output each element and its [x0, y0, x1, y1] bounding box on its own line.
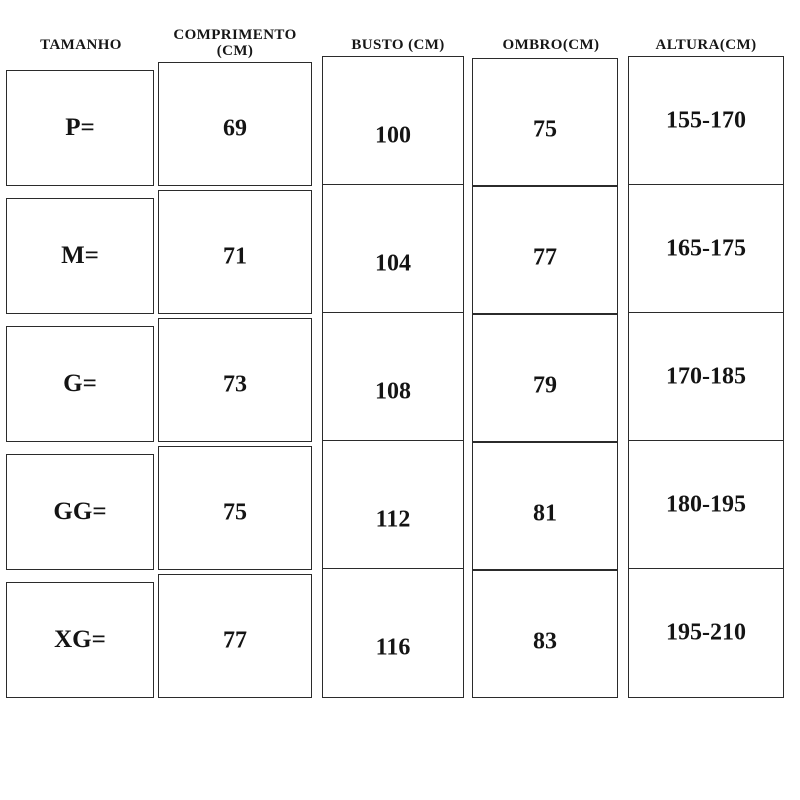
column-header-ombro: OMBRO(CM): [502, 37, 600, 53]
table-cell-comprimento: 77: [158, 574, 312, 698]
table-cell-busto: 100: [322, 56, 464, 186]
table-cell-ombro: 79: [472, 314, 618, 442]
table-cell-ombro: 77: [472, 186, 618, 314]
column-header-comprimento-line1: COMPRIMENTO: [173, 27, 297, 43]
table-cell-comprimento: 71: [158, 190, 312, 314]
table-cell-busto: 116: [322, 568, 464, 698]
table-cell-comprimento: 75: [158, 446, 312, 570]
table-cell-ombro: 83: [472, 570, 618, 698]
table-cell-comprimento: 69: [158, 62, 312, 186]
table-cell-ombro: 81: [472, 442, 618, 570]
column-header-altura: ALTURA(CM): [655, 37, 757, 53]
table-cell-altura: 180-195: [628, 440, 784, 570]
column-header-busto: BUSTO (CM): [351, 37, 445, 53]
table-cell-size: P=: [6, 70, 154, 186]
table-cell-busto: 104: [322, 184, 464, 314]
table-cell-size: XG=: [6, 582, 154, 698]
table-cell-ombro: 75: [472, 58, 618, 186]
table-cell-altura: 155-170: [628, 56, 784, 186]
column-header-tamanho: TAMANHO: [40, 37, 122, 53]
table-cell-busto: 112: [322, 440, 464, 570]
table-cell-size: G=: [6, 326, 154, 442]
table-cell-altura: 170-185: [628, 312, 784, 442]
table-cell-altura: 195-210: [628, 568, 784, 698]
table-cell-busto: 108: [322, 312, 464, 442]
table-cell-altura: 165-175: [628, 184, 784, 314]
column-header-comprimento-line2: (CM): [216, 42, 254, 59]
table-cell-size: GG=: [6, 454, 154, 570]
table-cell-comprimento: 73: [158, 318, 312, 442]
table-cell-size: M=: [6, 198, 154, 314]
